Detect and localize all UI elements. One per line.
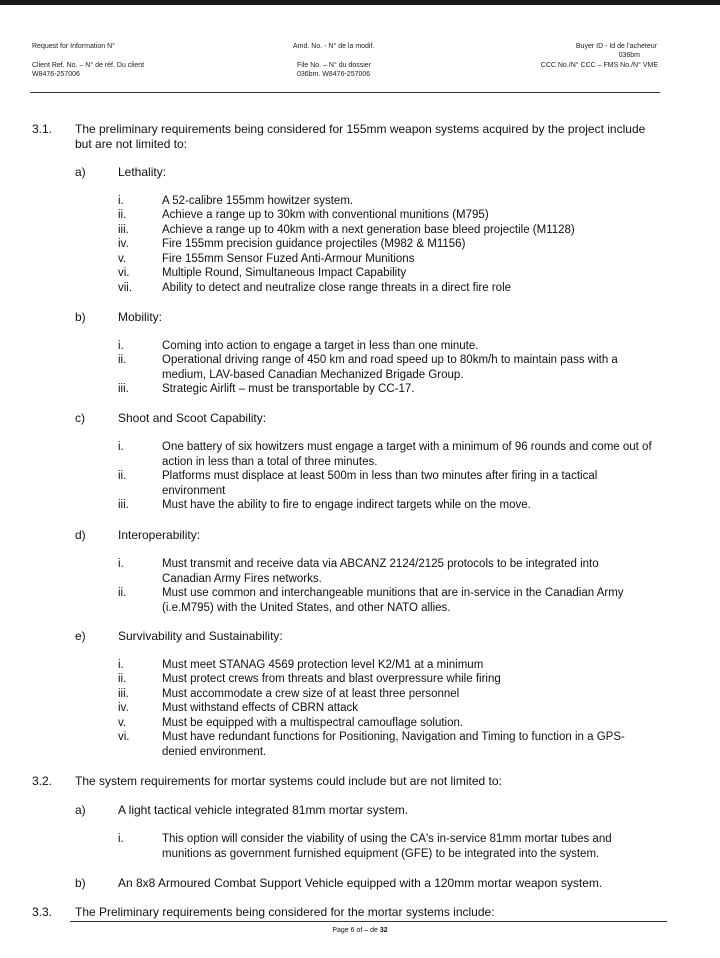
item-text: Must be equipped with a multispectral camouflage solution. xyxy=(162,717,464,729)
subsection-label: b) xyxy=(75,876,86,890)
subsection-title: Shoot and Scoot Capability: xyxy=(118,411,267,425)
item-text: Achieve a range up to 30km with conventional munitions (M795) xyxy=(162,209,489,221)
item-number: i. xyxy=(118,833,124,845)
item-number: ii. xyxy=(118,354,127,366)
item-number: iii. xyxy=(118,688,129,700)
header-rule xyxy=(30,92,660,93)
item-number: iii. xyxy=(118,383,129,395)
subsection-title: Lethality: xyxy=(118,165,167,179)
section-text: The preliminary requirements being considered for 155mm weapon systems acquired by the project include but are not limited to: xyxy=(75,122,646,151)
section-number: 3.2. xyxy=(32,774,53,788)
subsection-title: A light tactical vehicle integrated 81mm mortar system. xyxy=(118,803,409,817)
item-number: vi. xyxy=(118,267,130,279)
item-number: i. xyxy=(118,340,124,352)
item-number: ii. xyxy=(118,470,127,482)
item-number: v. xyxy=(118,253,127,265)
item-number: i. xyxy=(118,558,124,570)
item-number: v. xyxy=(118,717,127,729)
subsection-title: Survivability and Sustainability: xyxy=(118,629,283,643)
section-number: 3.3. xyxy=(32,905,53,919)
item-number: iii. xyxy=(118,224,129,236)
item-number: i. xyxy=(118,195,124,207)
buyer-id-label: Buyer ID - Id de l'acheteur xyxy=(575,43,657,50)
item-number: iii. xyxy=(118,499,129,511)
item-text: Multiple Round, Simultaneous Impact Capability xyxy=(162,267,407,279)
page-number-prefix: Page 6 of – de xyxy=(332,927,380,934)
item-text: Platforms must displace at least 500m in less than two minutes after firing in a tactical environment xyxy=(162,470,598,497)
client-ref-label: Client Ref. No. – N° de réf. Du client xyxy=(32,62,145,69)
item-text: Coming into action to engage a target in less than one minute. xyxy=(162,340,479,352)
rfi-label: Request for Information N° xyxy=(32,43,115,50)
subsection-title: Mobility: xyxy=(118,310,163,324)
item-text: Ability to detect and neutralize close range threats in a direct fire role xyxy=(162,282,512,294)
subsection-label: d) xyxy=(75,528,86,542)
item-text: One battery of six howitzers must engage a target with a minimum of 96 rounds and come out of action in less than a total of three minutes. xyxy=(162,441,652,468)
client-ref-value: W8476-257006 xyxy=(32,71,80,78)
subsection-label: c) xyxy=(75,411,85,425)
item-text: Must withstand effects of CBRN attack xyxy=(162,702,359,714)
section-text: The Preliminary requirements being considered for the mortar systems include: xyxy=(75,905,495,919)
item-number: iv. xyxy=(118,238,129,250)
page-number xyxy=(0,926,720,935)
item-number: ii. xyxy=(118,209,127,221)
section-number: 3.1. xyxy=(32,122,53,136)
file-no-value: 036bm. W8476-257006 xyxy=(297,71,371,78)
item-number: vi. xyxy=(118,731,130,743)
amendment-label: Amd. No. - N° de la modif. xyxy=(293,43,375,50)
item-number: vii. xyxy=(118,282,133,294)
item-number: i. xyxy=(118,659,124,671)
item-text: A 52-calibre 155mm howitzer system. xyxy=(162,195,354,207)
subsection-title: Interoperability: xyxy=(118,528,201,542)
item-text: This option will consider the viability of using the CA's in-service 81mm mortar tubes and munitions as government furnished equipment (GFE) to be integrated into the system. xyxy=(162,833,612,860)
item-text: Must have redundant functions for Positioning, Navigation and Timing to function in a GPS-denied environment. xyxy=(162,731,625,758)
section-text: The system requirements for mortar systems could include but are not limited to: xyxy=(75,774,502,788)
item-text: Fire 155mm precision guidance projectiles (M982 & M1156) xyxy=(162,238,466,250)
item-number: iv. xyxy=(118,702,129,714)
item-text: Must transmit and receive data via ABCANZ 2124/2125 protocols to be integrated into Canadian Army Fires networks. xyxy=(162,558,599,585)
footer-rule xyxy=(70,921,667,922)
item-number: i. xyxy=(118,441,124,453)
item-text: Operational driving range of 450 km and road speed up to 80km/h to maintain pass with a medium, LAV-based Canadian Mechanized Brigade Group. xyxy=(162,354,618,381)
subsection-label: e) xyxy=(75,629,86,643)
item-text: Must use common and interchangeable munitions that are in-service in the Canadian Army (i.e.M795) with the United States, and other NATO allies. xyxy=(162,587,624,614)
item-text: Strategic Airlift – must be transportable by CC-17. xyxy=(162,383,415,395)
top-border xyxy=(0,0,720,5)
file-no-label: File No. – N° du dossier xyxy=(297,62,371,69)
item-text: Achieve a range up to 40km with a next generation base bleed projectile (M1128) xyxy=(162,224,575,236)
item-number: ii. xyxy=(118,587,127,599)
item-number: ii. xyxy=(118,673,127,685)
item-text: Must protect crews from threats and blast overpressure while firing xyxy=(162,673,501,685)
subsection-title: An 8x8 Armoured Combat Support Vehicle equipped with a 120mm mortar weapon system. xyxy=(118,876,603,890)
item-text: Must accommodate a crew size of at least three personnel xyxy=(162,688,460,700)
page-total: 32 xyxy=(379,927,388,934)
subsection-label: b) xyxy=(75,310,86,324)
item-text: Must meet STANAG 4569 protection level K2/M1 at a minimum xyxy=(162,659,484,671)
buyer-id-value: 036bm xyxy=(618,52,640,59)
ccc-label: CCC No./N° CCC – FMS No./N° VME xyxy=(540,62,658,69)
item-text: Must have the ability to fire to engage indirect targets while on the move. xyxy=(162,499,531,511)
subsection-label: a) xyxy=(75,165,86,179)
subsection-label: a) xyxy=(75,803,86,817)
item-text: Fire 155mm Sensor Fuzed Anti-Armour Munitions xyxy=(162,253,415,265)
